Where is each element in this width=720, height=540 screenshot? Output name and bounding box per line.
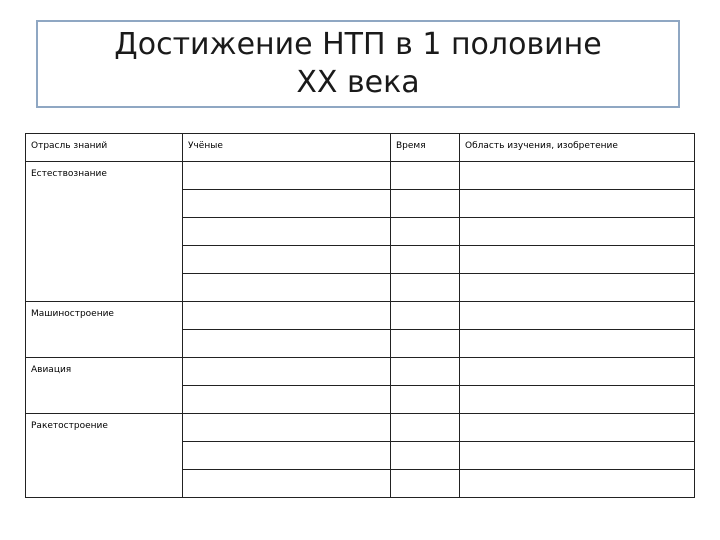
header-field-label: Отрасль знаний [31, 141, 108, 151]
table-cell[interactable] [460, 414, 695, 442]
table-cell[interactable] [460, 162, 695, 190]
section-natural-science [26, 162, 183, 302]
table-row [26, 302, 695, 330]
header-scientists-label: Учёные [188, 141, 223, 151]
table-cell[interactable] [460, 358, 695, 386]
section-label: Ракетостроение [31, 421, 108, 431]
section-rocket-engineering [26, 414, 183, 498]
table-cell[interactable] [460, 386, 695, 414]
table-cell[interactable] [391, 330, 460, 358]
table-cell[interactable] [183, 274, 391, 302]
table-cell[interactable] [460, 442, 695, 470]
table-cell[interactable] [183, 442, 391, 470]
table-cell[interactable] [391, 246, 460, 274]
table-row [26, 162, 695, 190]
slide-title-line-1: Достижение НТП в 1 половине [114, 27, 602, 62]
table-cell[interactable] [391, 162, 460, 190]
table-cell[interactable] [391, 274, 460, 302]
section-mechanical-engineering [26, 302, 183, 358]
table-cell[interactable] [391, 470, 460, 498]
table-cell[interactable] [183, 386, 391, 414]
table-cell[interactable] [460, 330, 695, 358]
slide-title-box [36, 20, 680, 108]
header-invention [460, 134, 695, 162]
table-cell[interactable] [460, 190, 695, 218]
section-aviation [26, 358, 183, 414]
table-cell[interactable] [183, 330, 391, 358]
table-cell[interactable] [183, 414, 391, 442]
header-time-label: Время [396, 141, 426, 151]
table-cell[interactable] [391, 358, 460, 386]
header-invention-label: Область изучения, изобретение [465, 141, 618, 151]
table-cell[interactable] [183, 218, 391, 246]
table-cell[interactable] [391, 386, 460, 414]
achievements-table [25, 133, 695, 498]
table-cell[interactable] [391, 414, 460, 442]
table-cell[interactable] [391, 218, 460, 246]
table-row [26, 414, 695, 442]
table-cell[interactable] [183, 470, 391, 498]
table-cell[interactable] [460, 302, 695, 330]
header-time [391, 134, 460, 162]
table-cell[interactable] [183, 162, 391, 190]
table-cell[interactable] [183, 358, 391, 386]
table-cell[interactable] [183, 190, 391, 218]
table-cell[interactable] [391, 442, 460, 470]
table-cell[interactable] [460, 218, 695, 246]
table-cell[interactable] [460, 470, 695, 498]
header-field [26, 134, 183, 162]
header-scientists [183, 134, 391, 162]
table-cell[interactable] [460, 274, 695, 302]
section-label: Авиация [31, 365, 72, 375]
table-cell[interactable] [391, 302, 460, 330]
table-cell[interactable] [183, 246, 391, 274]
table-cell[interactable] [183, 302, 391, 330]
slide-title-line-2: XX века [296, 65, 420, 100]
table-cell[interactable] [460, 246, 695, 274]
table-row [26, 358, 695, 386]
table-header-row [26, 134, 695, 162]
section-label: Машиностроение [31, 309, 114, 319]
table-cell[interactable] [391, 190, 460, 218]
section-label: Естествознание [31, 169, 107, 179]
